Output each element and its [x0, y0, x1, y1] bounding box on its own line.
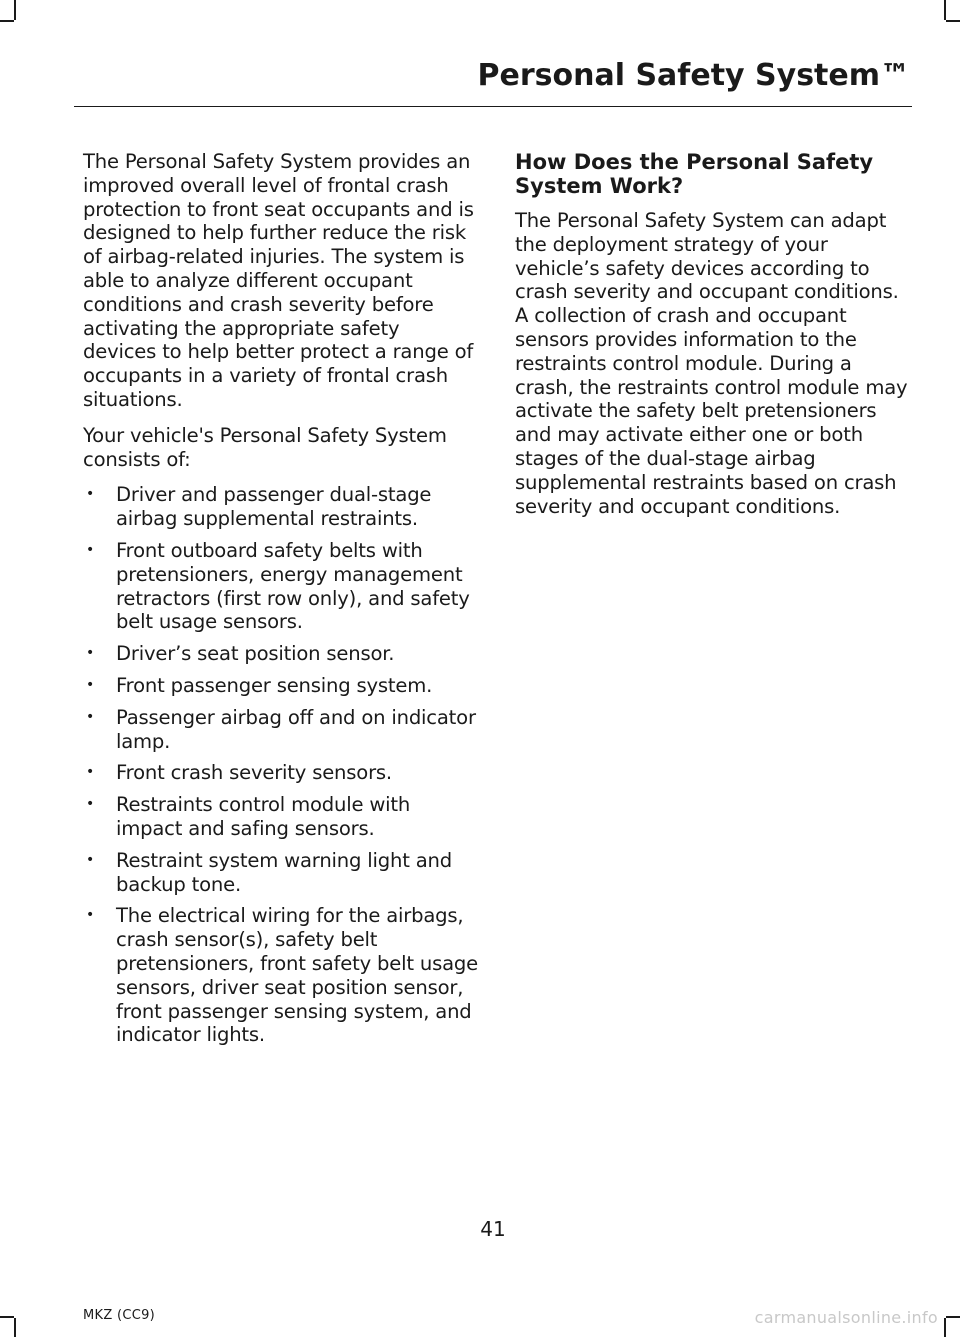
bullet-icon: •	[86, 486, 95, 503]
list-item-text: Front crash severity sensors.	[116, 761, 392, 785]
watermark: carmanualsonline.info	[754, 1308, 938, 1327]
crop-mark-bottom-left	[14, 1318, 16, 1337]
list-item	[83, 706, 478, 754]
list-item-text: Front passenger sensing system.	[116, 673, 433, 697]
list-item-text: Passenger airbag off and on indicator lamp.	[116, 705, 476, 753]
list-item-text: The electrical wiring for the airbags, crash sensor(s), safety belt pretensioners, front safety belt usage sensors, driver seat position sensor, front passenger sensing system, and indicator lights.	[116, 904, 478, 1047]
crop-mark-top-right	[946, 20, 960, 22]
bullet-icon: •	[86, 796, 95, 813]
page-title: Personal Safety System™	[477, 58, 910, 93]
list-item	[83, 761, 478, 785]
list-item	[83, 539, 478, 634]
bullet-icon: •	[86, 907, 95, 924]
crop-mark-bottom-right	[946, 1316, 960, 1318]
components-list	[83, 483, 478, 1047]
list-item-text: Restraint system warning light and backup tone.	[116, 848, 452, 896]
crop-mark-bottom-left	[0, 1316, 14, 1318]
section-heading: How Does the Personal Safety System Work?	[515, 150, 874, 198]
crop-mark-top-left	[14, 0, 16, 20]
bullet-icon: •	[86, 645, 95, 662]
intro-paragraph: The Personal Safety System provides an improved overall level of frontal crash protection to front seat occupants and is designed to help further reduce the risk of airbag-related injuries. The system is able to analyze different occupant conditions and crash severity before activating the appropriate safety devices to help better protect a range of occupants in a variety of frontal crash situations.	[83, 150, 474, 411]
crop-mark-bottom-right	[944, 1318, 946, 1337]
list-item-text: Driver and passenger dual-stage airbag supplemental restraints.	[116, 483, 432, 531]
header-divider	[74, 106, 912, 107]
bullet-icon: •	[86, 764, 95, 781]
list-item	[83, 674, 478, 698]
bullet-icon: •	[86, 851, 95, 868]
left-column	[83, 150, 478, 1055]
list-item	[83, 793, 478, 841]
list-item	[83, 483, 478, 531]
list-item-text: Restraints control module with impact and safing sensors.	[116, 793, 411, 840]
bullet-icon: •	[86, 676, 95, 693]
list-item-text: Driver’s seat position sensor.	[116, 642, 395, 666]
list-item	[83, 904, 478, 1047]
section-body-paragraph: The Personal Safety System can adapt the deployment strategy of your vehicle’s safety devices according to crash severity and occupant conditions. A collection of crash and occupant sensors provides information to the restraints control module. During a crash, the restraints control module may activate the safety belt pretensioners and may activate either one or both stages of the dual-stage airbag supplemental restraints based on crash severity and occupant conditions.	[515, 209, 908, 518]
crop-mark-top-right	[944, 0, 946, 20]
crop-mark-top-left	[0, 20, 14, 22]
right-column	[515, 150, 912, 530]
model-code: MKZ (CC9)	[83, 1308, 156, 1323]
bullet-icon: •	[86, 708, 95, 725]
list-item	[83, 642, 478, 666]
bullet-icon: •	[86, 541, 95, 558]
consists-of-paragraph: Your vehicle's Personal Safety System consists of:	[83, 423, 447, 471]
list-item-text: Front outboard safety belts with pretensioners, energy management retractors (first row only), and safety belt usage sensors.	[116, 538, 470, 634]
list-item	[83, 849, 478, 897]
page-number: 41	[480, 1217, 506, 1241]
